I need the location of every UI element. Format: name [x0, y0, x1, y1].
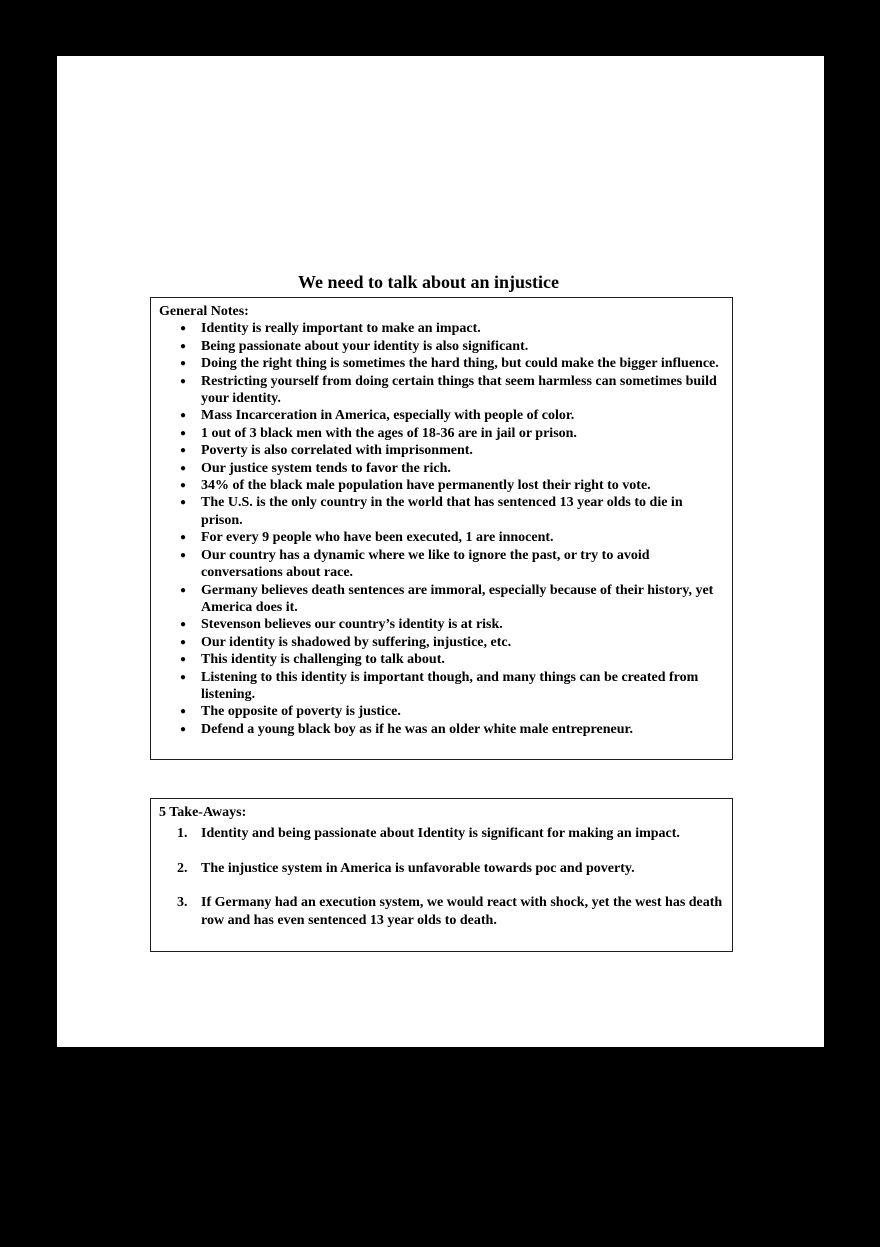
general-notes-box — [150, 297, 733, 760]
document-page — [57, 56, 824, 1047]
note-item: ● Listening to this identity is important though, and many things can be created from listening. — [159, 669, 724, 704]
page-title: We need to talk about an injustice — [297, 272, 560, 292]
take-aways-list — [159, 825, 724, 929]
note-item: ● Identity is really important to make an impact. — [159, 320, 724, 337]
takeaway-item — [159, 860, 724, 877]
takeaway-number: 1. — [177, 826, 188, 842]
takeaway-item — [159, 894, 724, 929]
note-item: ● Our justice system tends to favor the rich. — [159, 460, 724, 477]
take-aways-box — [150, 798, 733, 952]
note-item: ● Restricting yourself from doing certain things that seem harmless can sometimes build your identity. — [159, 373, 724, 408]
note-item: ● The U.S. is the only country in the world that has sentenced 13 year olds to die in prison. — [159, 494, 724, 529]
takeaway-text: If Germany had an execution system, we would react with shock, yet the west has death row and has even sentenced 13 year olds to death. — [201, 895, 723, 928]
note-item: ● Poverty is also correlated with imprisonment. — [159, 442, 724, 459]
general-notes-list — [159, 320, 724, 738]
note-item: ● 1 out of 3 black men with the ages of 18-36 are in jail or prison. — [159, 425, 724, 442]
note-item: ● Defend a young black boy as if he was an older white male entrepreneur. — [159, 721, 724, 738]
takeaway-text: The injustice system in America is unfavorable towards poc and poverty. — [201, 860, 635, 876]
note-item: ● Being passionate about your identity is also significant. — [159, 338, 724, 355]
note-item: ● This identity is challenging to talk about. — [159, 651, 724, 668]
note-item: ● Stevenson believes our country’s identity is at risk. — [159, 616, 724, 633]
takeaway-number: 3. — [177, 895, 188, 911]
takeaway-number: 2. — [177, 860, 188, 876]
note-item: ● Germany believes death sentences are immoral, especially because of their history, yet America does it. — [159, 582, 724, 617]
note-item: ● Our country has a dynamic where we like to ignore the past, or try to avoid conversations about race. — [159, 547, 724, 582]
note-item: ● 34% of the black male population have permanently lost their right to vote. — [159, 477, 724, 494]
note-item: ● Doing the right thing is sometimes the hard thing, but could make the bigger influence. — [159, 355, 724, 372]
note-item: ● For every 9 people who have been executed, 1 are innocent. — [159, 529, 724, 546]
takeaway-text: Identity and being passionate about Identity is significant for making an impact. — [201, 826, 680, 842]
take-aways-heading: 5 Take-Aways: — [159, 805, 247, 820]
general-notes-heading: General Notes: — [159, 304, 249, 319]
note-item: ● Mass Incarceration in America, especially with people of color. — [159, 407, 724, 424]
takeaway-item — [159, 825, 724, 842]
note-item: ● The opposite of poverty is justice. — [159, 703, 724, 720]
note-item: ● Our identity is shadowed by suffering, injustice, etc. — [159, 634, 724, 651]
